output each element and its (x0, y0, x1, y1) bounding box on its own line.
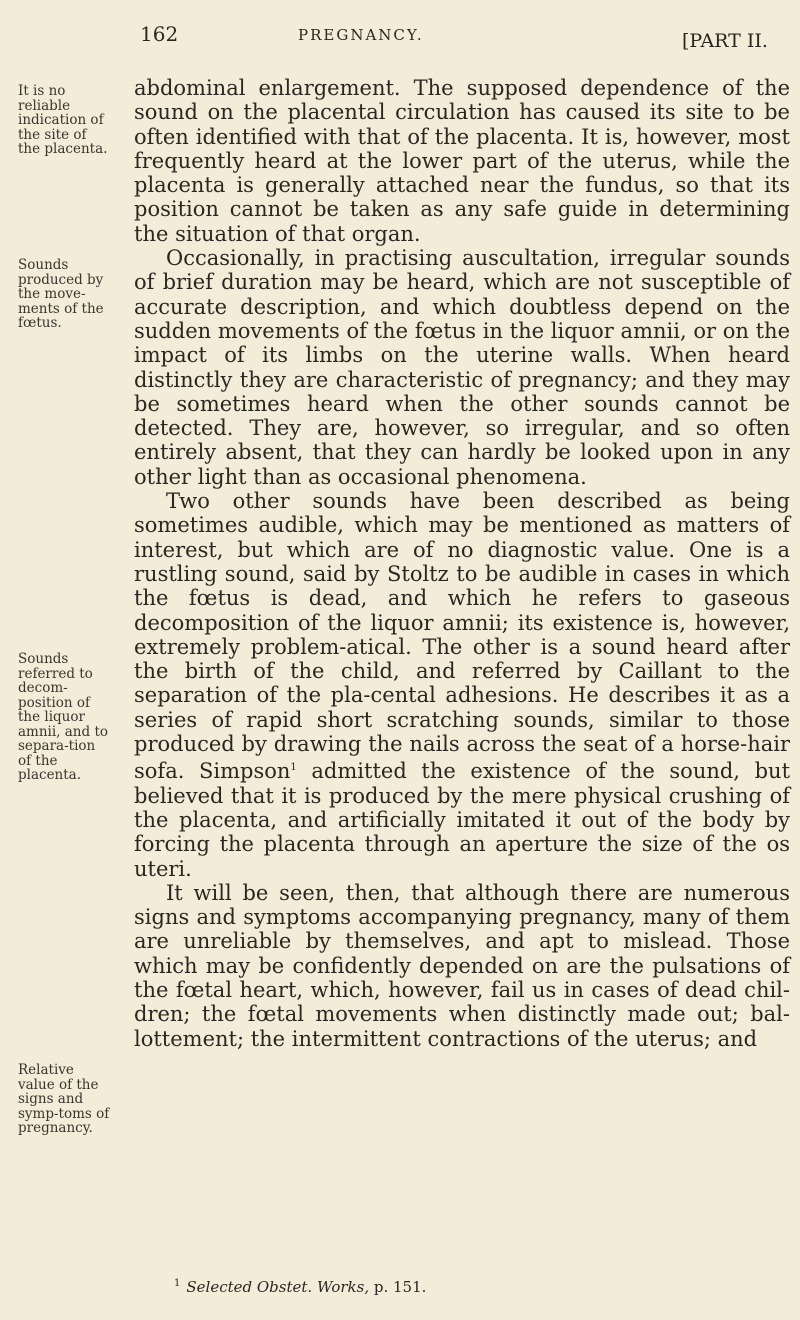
sidenote-relative-value: Relative value of the signs and symp-toms of pregnancy. (18, 1062, 110, 1136)
sidenote-placenta-site: It is no reliable indication of the site of the placenta. (18, 83, 108, 157)
footnote-page: p. 151. (369, 1278, 427, 1296)
paragraph-other-sounds-part1: Two other sounds have been described as being sometimes audible, which may be mentioned as matters of interest, but which are of no diagnostic value. One is a rustling sound, said by Stoltz to be audible in cases in which the fœtus is dead, and which he refers to gaseous decomposition of the liquor amnii; its existence is, however, extremely problem-atical. The other is a sound heard after the birth of the child, and referred by Caillant to the separation of the pla-cental adhesions. He describes it as a series of rapid short scratching sounds, similar to those produced by drawing the nails across the seat of a horse-hair sofa. Simpson (134, 489, 790, 784)
sidenote-decomposition-sounds: Sounds referred to decom-position of the liquor amnii, and to separa-tion of the placenta. (18, 651, 108, 783)
main-text (134, 76, 790, 1051)
sidenote-foetal-movements: Sounds produced by the move-ments of the fœtus. (18, 257, 104, 331)
part-label: [PART II. (682, 30, 768, 52)
footnote-reference: 1 (290, 762, 297, 774)
paragraph-relative-value: It will be seen, then, that although there are numerous signs and symptoms accompanying pregnancy, many of them are unreliable by themselves, and apt to mislead. Those which may be confidently depended on are the pulsations of the fœtal heart, which, however, fail us in cases of dead chil-dren; the fœtal movements when distinctly made out; bal-lottement; the intermittent contractions of the uterus; and (134, 880, 790, 1051)
paragraph-placental-sound: abdominal enlargement. The supposed dependence of the sound on the placental circulation has caused its site to be often identified with that of the placenta. It is, however, most frequently heard at the lower part of the uterus, while the placenta is generally attached near the fundus, so that its position cannot be taken as any safe guide in determining the situation of that organ. (134, 76, 790, 246)
paragraph-other-sounds (134, 489, 790, 881)
paragraph-foetal-sounds: Occasionally, in practising auscultation, irregular sounds of brief duration may be heard, which are not susceptible of accurate description, and which doubtless depend on the sudden movements of the fœtus in the liquor amnii, or on the impact of its limbs on the uterine walls. When heard distinctly they are characteristic of pregnancy; and they may be sometimes heard when the other sounds cannot be detected. They are, however, so irregular, and so often entirely absent, that they can hardly be looked upon in any other light than as occasional phenomena. (134, 246, 790, 489)
page-header (0, 20, 800, 54)
paragraph-other-sounds-part2: admitted the existence of the sound, but believed that it is produced by the mere physical crushing of the placenta, and artificially imitated it out of the body by forcing the placenta through an aperture the size of the os uteri. (134, 759, 791, 881)
footnote-mark: 1 (174, 1278, 181, 1289)
footnote-title: Selected Obstet. Works, (186, 1278, 370, 1296)
running-title: PREGNANCY. (298, 26, 424, 44)
page-number: 162 (140, 22, 179, 46)
footnote (174, 1278, 774, 1296)
